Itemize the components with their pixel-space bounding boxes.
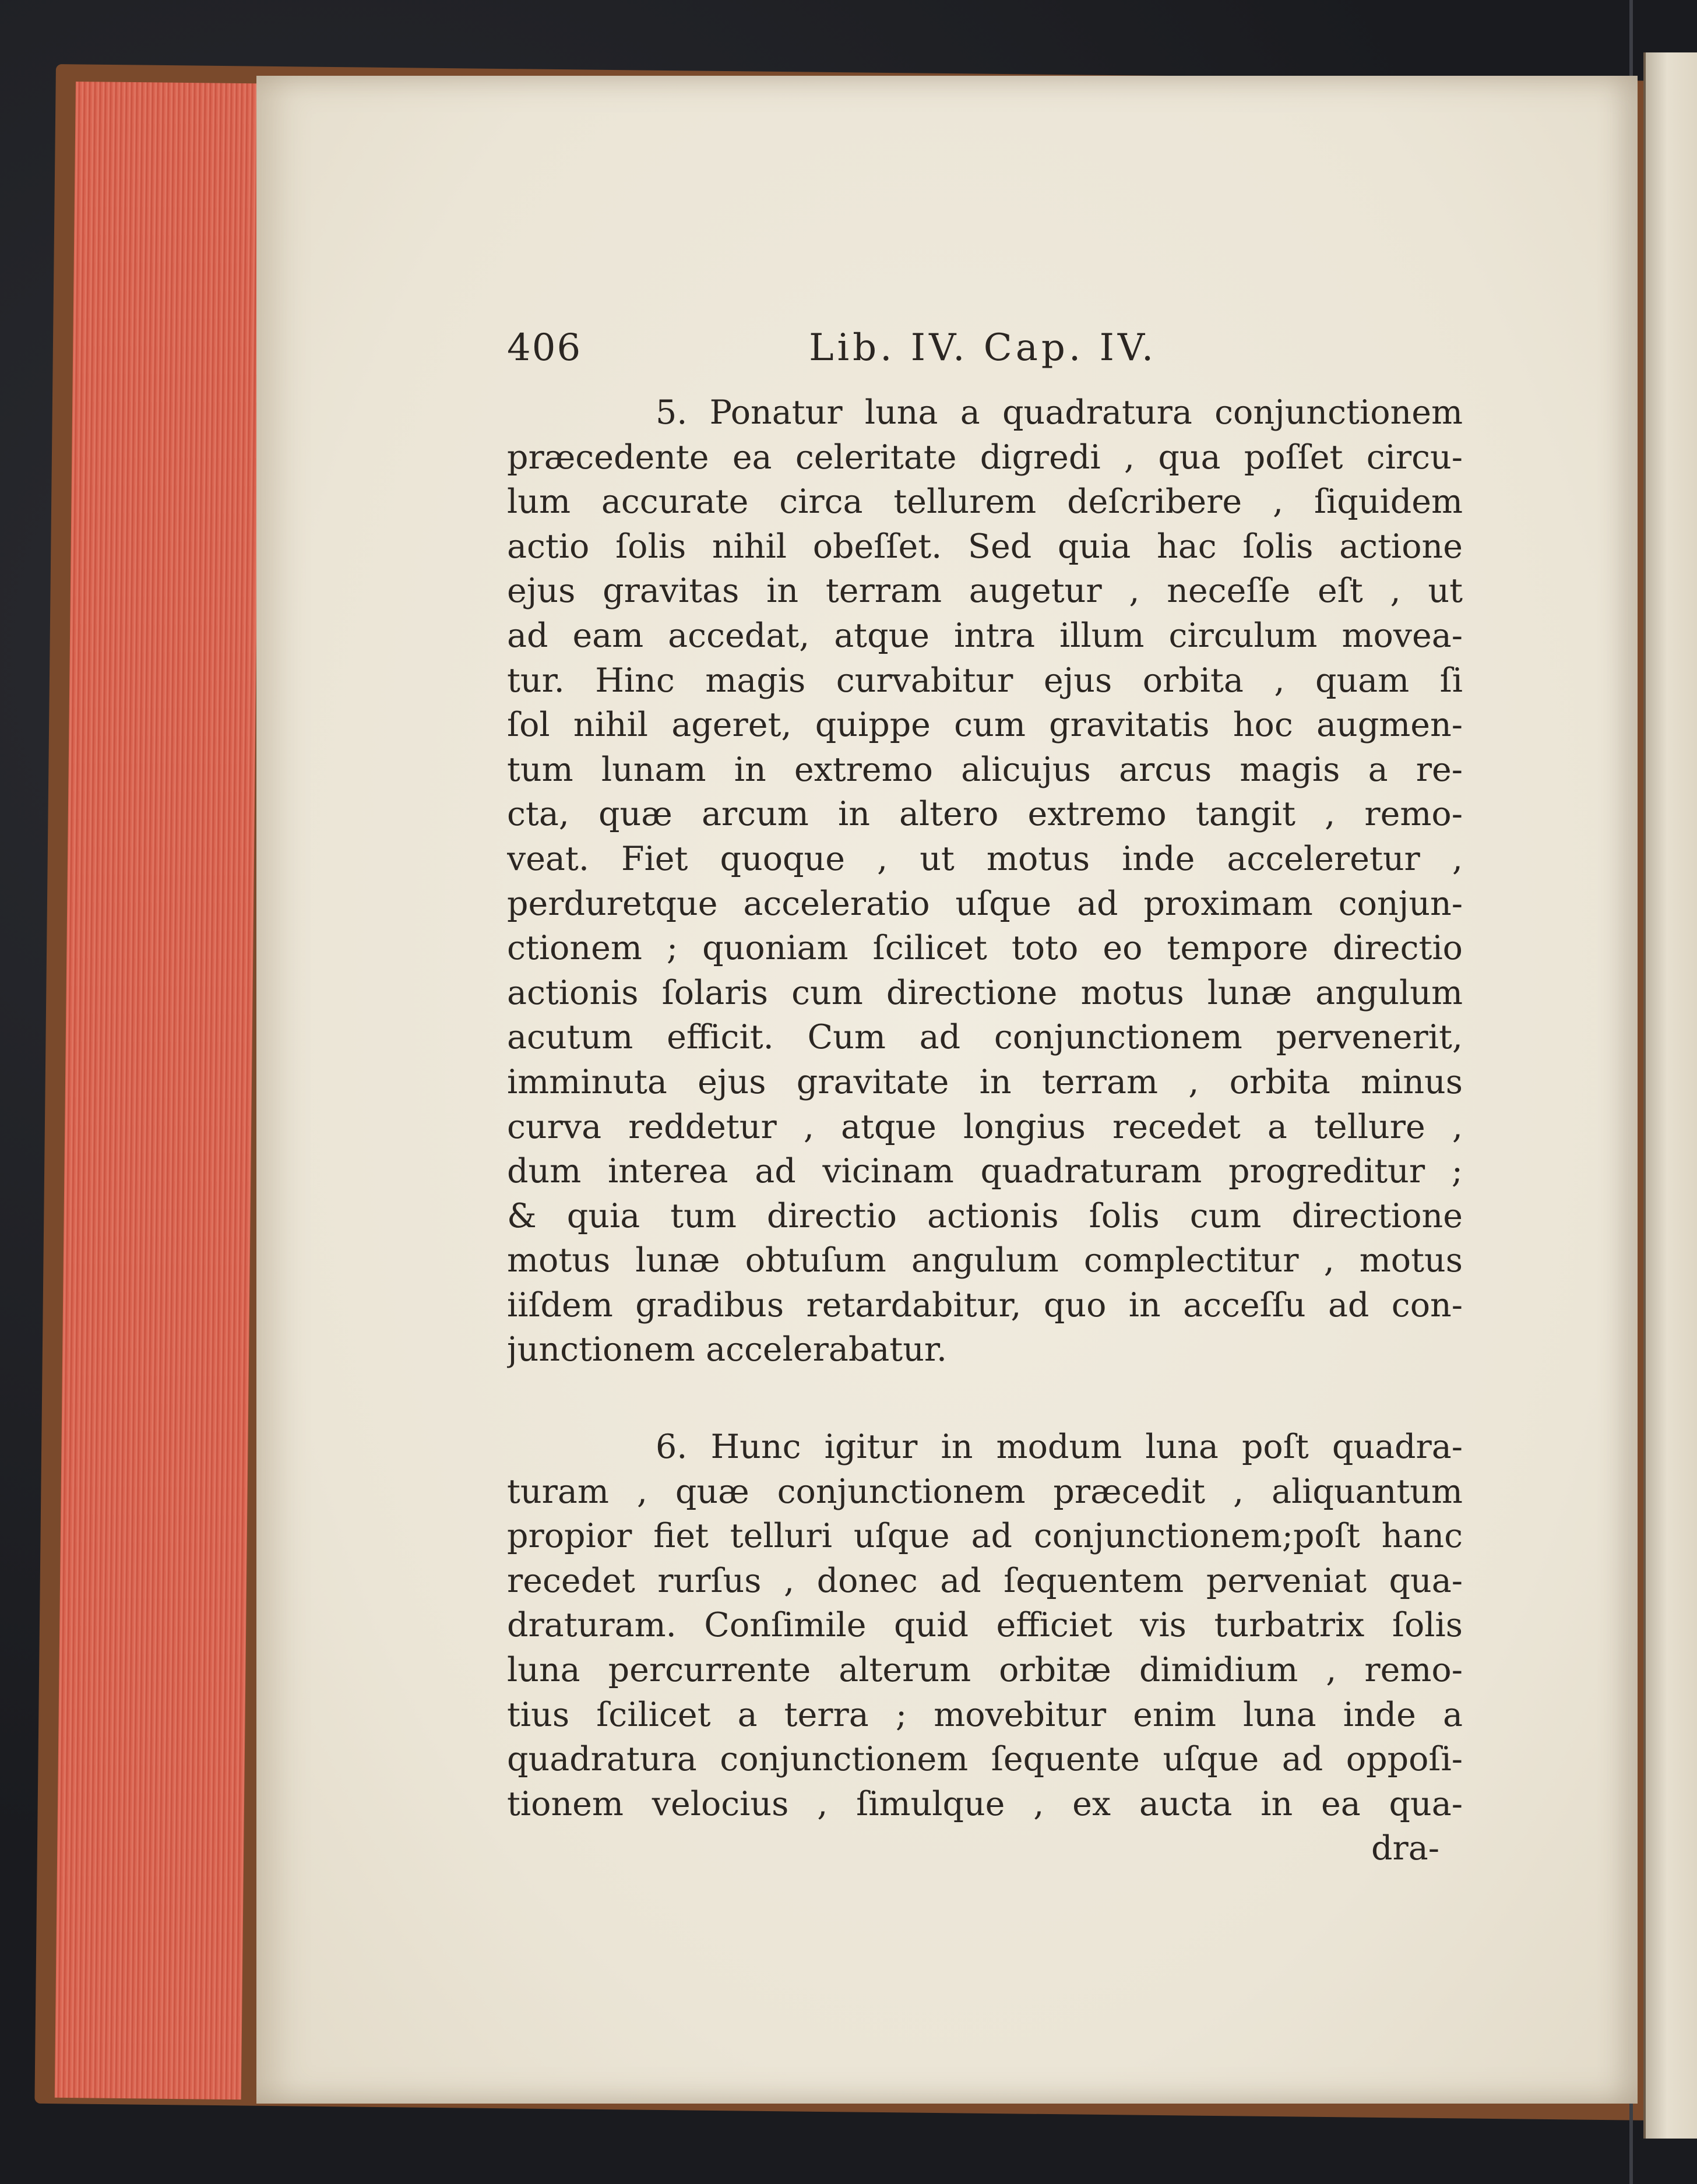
- text-line: veat. Fiet quoque , ut motus inde acceleretur ,: [507, 839, 1463, 878]
- text-line: recedet rurſus , donec ad ſequentem perveniat qua-: [507, 1561, 1463, 1600]
- paragraph-6: [507, 1425, 1463, 1826]
- catchword: dra-: [1371, 1829, 1439, 1868]
- text-line: acutum efficit. Cum ad conjunctionem pervenerit,: [507, 1018, 1463, 1057]
- text-line: draturam. Conſimile quid efficiet vis turbatrix ſolis: [507, 1606, 1463, 1645]
- facing-page-sliver: [1643, 52, 1697, 2139]
- text-line: turam , quæ conjunctionem præcedit , aliquantum: [507, 1472, 1463, 1511]
- text-line: quadratura conjunctionem ſequente uſque ad oppoſi-: [507, 1740, 1463, 1779]
- text-line: imminuta ejus gravitate in terram , orbita minus: [507, 1062, 1463, 1101]
- text-line: curva reddetur , atque longius recedet a tellure ,: [507, 1107, 1463, 1146]
- running-head: [507, 326, 1463, 390]
- red-page-edges: [55, 82, 262, 2100]
- text-line: junctionem accelerabatur.: [507, 1330, 948, 1369]
- running-head-title: Lib. IV. Cap. IV.: [809, 326, 1157, 369]
- text-line: tum lunam in extremo alicujus arcus magis a re-: [507, 750, 1463, 789]
- text-line: ejus gravitas in terram augetur , neceſſe eſt , ut: [507, 572, 1463, 611]
- text-line: actio ſolis nihil obeſſet. Sed quia hac ſolis actione: [507, 527, 1463, 566]
- text-line: 6. Hunc igitur in modum luna poſt quadra-: [656, 1428, 1463, 1467]
- text-line: ctionem ; quoniam ſcilicet toto eo tempore directio: [507, 929, 1463, 968]
- page-number: 406: [507, 326, 582, 369]
- text-line: lum accurate circa tellurem deſcribere , ſiquidem: [507, 482, 1463, 522]
- text-line: cta, quæ arcum in altero extremo tangit , remo-: [507, 795, 1463, 834]
- text-line: ſol nihil ageret, quippe cum gravitatis hoc augmen-: [507, 706, 1463, 745]
- text-line: iiſdem gradibus retardabitur, quo in acceſſu ad con-: [507, 1285, 1463, 1325]
- text-line: & quia tum directio actionis ſolis cum directione: [507, 1196, 1463, 1235]
- text-line: tur. Hinc magis curvabitur ejus orbita , quam ſi: [507, 661, 1463, 700]
- paragraph-spacer: [507, 1372, 1463, 1425]
- text-line: tius ſcilicet a terra ; movebitur enim luna inde a: [507, 1695, 1463, 1734]
- paragraph-5: [507, 390, 1463, 1372]
- text-line: tionem velocius , ſimulque , ex aucta in ea qua-: [507, 1784, 1463, 1823]
- text-line: motus lunæ obtuſum angulum complectitur , motus: [507, 1241, 1463, 1280]
- text-line: luna percurrente alterum orbitæ dimidium , remo-: [507, 1651, 1463, 1690]
- text-line: actionis ſolaris cum directione motus lunæ angulum: [507, 973, 1463, 1012]
- text-line: præcedente ea celeritate digredi , qua poſſet circu-: [507, 438, 1463, 477]
- text-block: [507, 326, 1463, 1871]
- text-line: dum interea ad vicinam quadraturam progreditur ;: [507, 1152, 1463, 1191]
- text-line: perduretque acceleratio uſque ad proximam conjun-: [507, 884, 1463, 923]
- text-line: propior fiet telluri uſque ad conjunctionem;poſt hanc: [507, 1517, 1463, 1556]
- text-line: ad eam accedat, atque intra illum circulum movea-: [507, 616, 1463, 655]
- text-line: 5. Ponatur luna a quadratura conjunctionem: [656, 393, 1463, 432]
